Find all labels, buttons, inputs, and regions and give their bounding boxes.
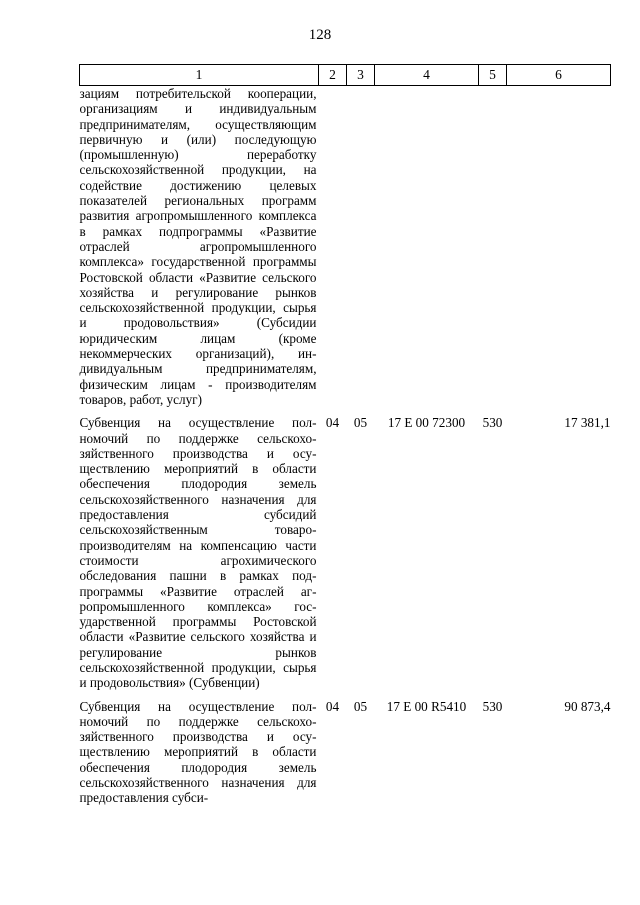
column-header-3: 3 [347, 65, 375, 86]
table-header [80, 65, 611, 86]
row-amount [507, 86, 611, 408]
row-description: Субвенция на осуществление полномочий по поддержке сельскохозяйственного производства и осуществлению мероприятий в области обеспечения плодородия земель сельскохозяйственного назначения для предоставления субсидий сельскохозяйственным товаропроизводителям на компенсацию части стоимости агрохимического обследования пашни в рамках подпрограммы «Развитие отраслей агропромышленного комплекса» государственной программы Ростовской области «Развитие сельского хозяйства и регулирование рынков сельскохозяйственной продукции, сырья и продовольствия» (Субвенции) [79, 415, 317, 691]
row-subsection-code: 05 [353, 698, 368, 714]
table-row [80, 407, 611, 690]
row-description: зациям потребительской кооперации, организациям и индивидуальным предпринимателям, осуществляющим первичную и (или) последующую (промышленную) переработку сельскохозяйственной продукции, на содействие достижению целевых показателей региональных программ развития агропромышленного комплекса в рамках подпрограммы «Развитие отраслей агропромышленного комплекса» государственной программы Ростовской области «Развитие сельского хозяйства и регулирование рынков сельскохозяйственной продукции, сырья и продовольствия» (Субсидии юридическим лицам (кроме некоммерческих организаций), индивидуальным предпринимателям, физическим лицам - производителям товаров, работ, услуг) [79, 86, 317, 407]
column-header-6: 6 [507, 65, 611, 86]
table-row [80, 86, 611, 408]
row-section-code: 04 [325, 415, 340, 431]
column-header-1: 1 [80, 65, 319, 86]
row-expense-type: 530 [482, 698, 503, 714]
row-description: Субвенция на осуществление полномочий по поддержке сельскохозяйственного производства и осуществлению мероприятий в области обеспечения плодородия земель сельскохозяйственного назначения для предоставления субси- [79, 698, 317, 806]
row-subsection-code [347, 86, 375, 408]
row-expense-type [479, 86, 507, 408]
row-target-article [375, 86, 479, 408]
row-section-code: 04 [325, 698, 340, 714]
column-header-4: 4 [375, 65, 479, 86]
column-header-2: 2 [319, 65, 347, 86]
row-section-code [319, 86, 347, 408]
row-subsection-code: 05 [353, 415, 368, 431]
row-target-article: 17 Е 00 R5410 [386, 698, 467, 714]
row-target-article: 17 Е 00 72300 [387, 415, 466, 431]
row-amount: 90 873,4 [564, 698, 611, 714]
page-number: 128 [308, 27, 332, 43]
column-header-5: 5 [479, 65, 507, 86]
table-row [80, 691, 611, 806]
row-amount: 17 381,1 [564, 415, 611, 431]
budget-table [79, 64, 611, 806]
row-expense-type: 530 [482, 415, 503, 431]
